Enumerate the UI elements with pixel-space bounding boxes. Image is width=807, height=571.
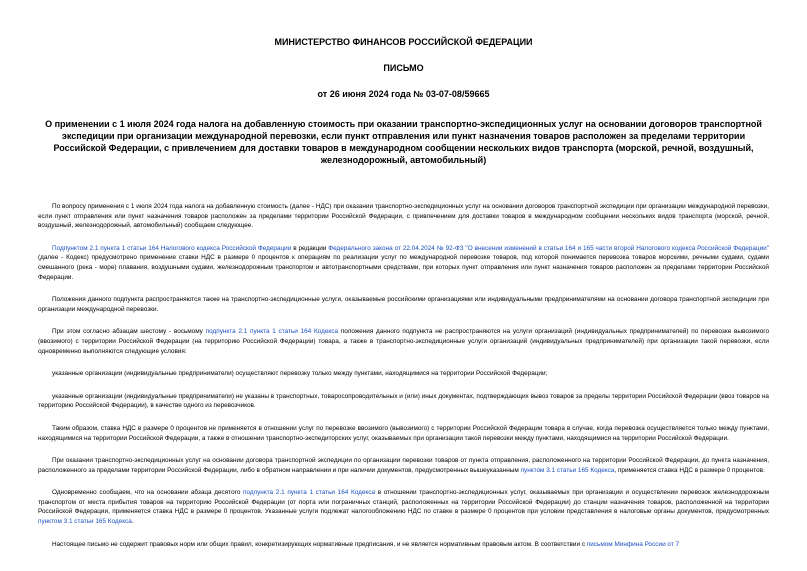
paragraph-2-text-2: (далее - Кодекс) предусмотрено применение ставки НДС в размере 0 процентов к операциям по реализации услуг по международной перевозке товаров, под которой понимается перевозка товаров морскими, речными судами, судами смешанного (река - море) плавания, воздушными судами, железнодорожным транспортом и автотранспортными средствами, при которых пункт отправления или пункт назначения товаров расположен за пределами территории Российской Федерации. (38, 254, 769, 281)
paragraph-5: указанные организации (индивидуальные предприниматели) осуществляют перевозку только между пунктами, находящимися на территории Российской Федерации; (52, 370, 548, 378)
paragraph-2-text-1: в редакции (291, 244, 329, 252)
link-federal-law-92fz[interactable]: Федерального закона от 22.04.2024 № 92-ФЗ "О внесении изменений в статьи 164 и 165 части второй Налогового кодекса Российской Федерации" (328, 244, 769, 252)
paragraph-9-text-2: в отношении транспортно-экспедиционных услуг, оказываемых при организации и осуществлении перевозок железнодорожным транспортом от места прибытия товаров на территорию Российской Федерации (от порта или пограничных станций, расположенных на территории Российской Федерации) до станции назначения товаров, расположенной на территории Российской Федерации, применяется ставка НДС в размере 0 процентов. Указанные услуги подлежат налогообложению НДС по ставке в размере 0 процентов при условии представления в налоговые органы документов, предусмотренных (38, 489, 769, 516)
paragraph-8-text-2: , применяется ставка НДС в размере 0 процентов. (614, 466, 765, 474)
paragraph-9-text-3: . (131, 518, 134, 526)
link-subparagraph-2-1[interactable]: подпункта 2.1 пункта 1 статьи 164 Кодекса (205, 328, 338, 336)
link-article-165-point-3-1-second[interactable]: пунктом 3.1 статьи 165 Кодекса (38, 518, 132, 526)
paragraph-10-text-1: Настоящее письмо не содержит правовых норм или общих правил, конкретизирующих нормативные предписания, и не является нормативным правовым актом. В соответствии с (52, 540, 587, 548)
paragraph-4-text-2: положения данного подпункта не распространяются на услуги организаций (индивидуальных предпринимателей) по перевозке вывозимого (ввозимого) с территории Российской Федерации (на территорию Российской Федерации) товара, а также в транспортно-экспедиционные услуги организаций (индивидуальных предпринимателей) при организации такой перевозки, если одновременно выполняются следующие условия: (38, 328, 769, 355)
paragraph-1: По вопросу применения с 1 июля 2024 года налога на добавленную стоимость (далее - НДС) при оказании транспортно-экспедиционных услуг на основании договоров транспортной экспедиции при организации международной перевозки, если пункт отправления или пункт назначения товаров расположен за пределами территории Российской Федерации, с привлечением для доставки товаров в международном сообщении нескольких видов транспорта (морской, речной, воздушный, железнодорожный, автомобильный) сообщаем следующее. (38, 203, 769, 230)
paragraph-9 (38, 488, 769, 526)
paragraph-2 (38, 244, 769, 282)
paragraph-8-text-1: При оказании транспортно-экспедиционных услуг на основании договора транспортной экспедиции по организации перевозки товаров от пункта отправления, расположенного на территории Российской Федерации, до пункта назначения, расположенного за пределами территории Российской Федерации, либо в обратном направлении и при наличии документов, предусмотренных вышеуказанным (38, 457, 769, 474)
paragraph-8 (38, 456, 769, 475)
link-article-165-point-3-1[interactable]: пунктом 3.1 статьи 165 Кодекса (520, 466, 615, 474)
paragraph-10 (38, 540, 769, 550)
paragraph-4-text-1: При этом согласно абзацам шестому - восьмому (52, 328, 206, 336)
paragraph-4 (38, 327, 769, 356)
link-minfin-letter[interactable]: письмом Минфина России от 7 (586, 540, 680, 548)
link-subparagraph-2-1-second[interactable]: подпункта 2.1 пункта 1 статьи 164 Кодекса (243, 489, 376, 497)
paragraph-7: Таким образом, ставка НДС в размере 0 процентов не применяется в отношении услуг по перевозке ввозимого (вывозимого) с территории Российской Федерации товара в случае, когда перевозка осуществляется только между пунктами, находящимися на территории Российской Федерации, а также в отношении транспортно-экспедиторских услуг, оказываемых при организации такой перевозки между пунктами, находящимися на территории Российской Федерации. (38, 424, 769, 442)
ministry-heading: МИНИСТЕРСТВО ФИНАНСОВ РОССИЙСКОЙ ФЕДЕРАЦИИ (274, 37, 533, 47)
paragraph-9-text-1: Одновременно сообщаем, что на основании абзаца десятого (52, 489, 244, 497)
document-type: ПИСЬМО (383, 63, 424, 73)
paragraph-6: указанные организации (индивидуальные предприниматели) не указаны в транспортных, товаросопроводительных и (или) иных документах, подтверждающих вывоз товаров за пределы территории Российской Федерации (ввоз товаров на территорию Российской Федерации), в качестве одного из перевозчиков. (38, 392, 769, 410)
link-tax-code-article-164[interactable]: Подпунктом 2.1 пункта 1 статьи 164 Налогового кодекса Российской Федерации (52, 244, 292, 252)
paragraph-3: Положения данного подпункта распространяются также на транспортно-экспедиционные услуги, оказываемые российскими организациями или индивидуальными предпринимателями на основании договора транспортной экспедиции при организации международной перевозки. (38, 296, 769, 313)
document-title: О применении с 1 июля 2024 года налога на добавленную стоимость при оказании транспортно-экспедиционных услуг на основании договоров транспортной экспедиции при организации международной перевозки, если пункт отправления или пункт назначения товаров расположен за пределами территории Российской Федерации, с привлечением для доставки товаров в международном сообщении нескольких видов транспорта (морской, речной, воздушный, железнодорожный, автомобильный) (45, 119, 762, 165)
document-date-number: от 26 июня 2024 года № 03-07-08/59665 (317, 89, 490, 99)
